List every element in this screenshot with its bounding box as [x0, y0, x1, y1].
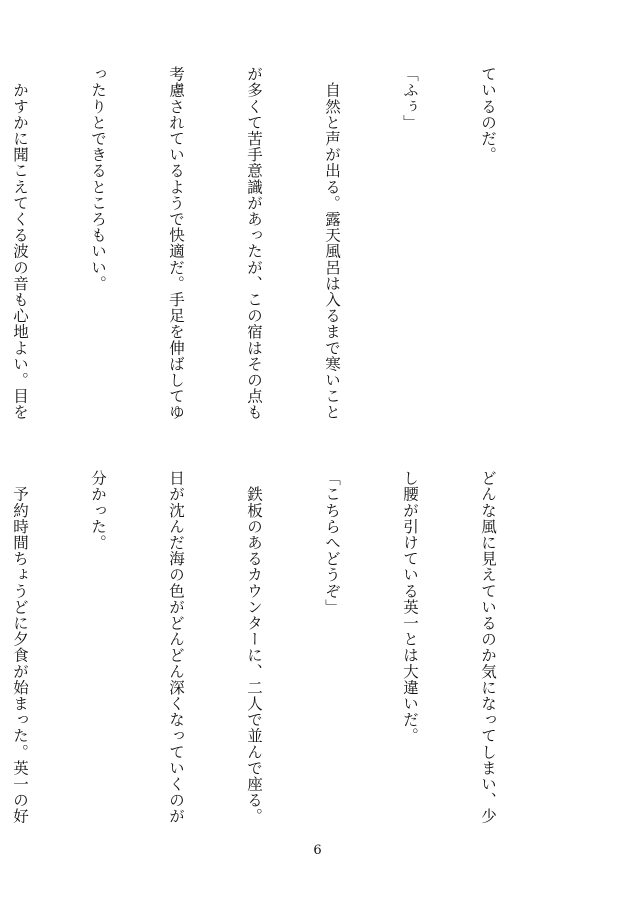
text-line: 日が沈んだ海の色がどんどん深くなっていくのが	[167, 470, 185, 825]
text-line: かすかに聞こえてくる波の音も心地よい。目を	[11, 66, 29, 421]
page-number: 6	[313, 843, 322, 858]
text-line: 予約時間ちょうどに夕食が始まった。英一の好	[11, 470, 29, 825]
text-line: が多くて苦手意識があったが、この宿はその点も	[245, 66, 263, 421]
text-line: 「こちらへどうぞ」	[323, 470, 341, 615]
text-line: 鉄板のあるカウンターに、二人で並んで座る。	[245, 470, 263, 825]
text-line: 分かった。	[89, 470, 107, 551]
text-block-top	[0, 66, 553, 446]
text-line: ているのだ。	[479, 66, 497, 163]
text-line: どんな風に見えているのか気になってしまい、少	[479, 470, 497, 825]
text-line: 自然と声が出る。露天風呂は入るまで寒いこと	[323, 66, 341, 421]
text-line: ったりとできるところもいい。	[89, 66, 107, 292]
text-line: し腰が引けている英一とは大違いだ。	[401, 470, 419, 744]
text-line: 「ふぅ」	[401, 66, 419, 131]
text-line: 考慮されているようで快適だ。手足を伸ばしてゆ	[167, 66, 185, 421]
text-block-bottom	[0, 470, 553, 850]
